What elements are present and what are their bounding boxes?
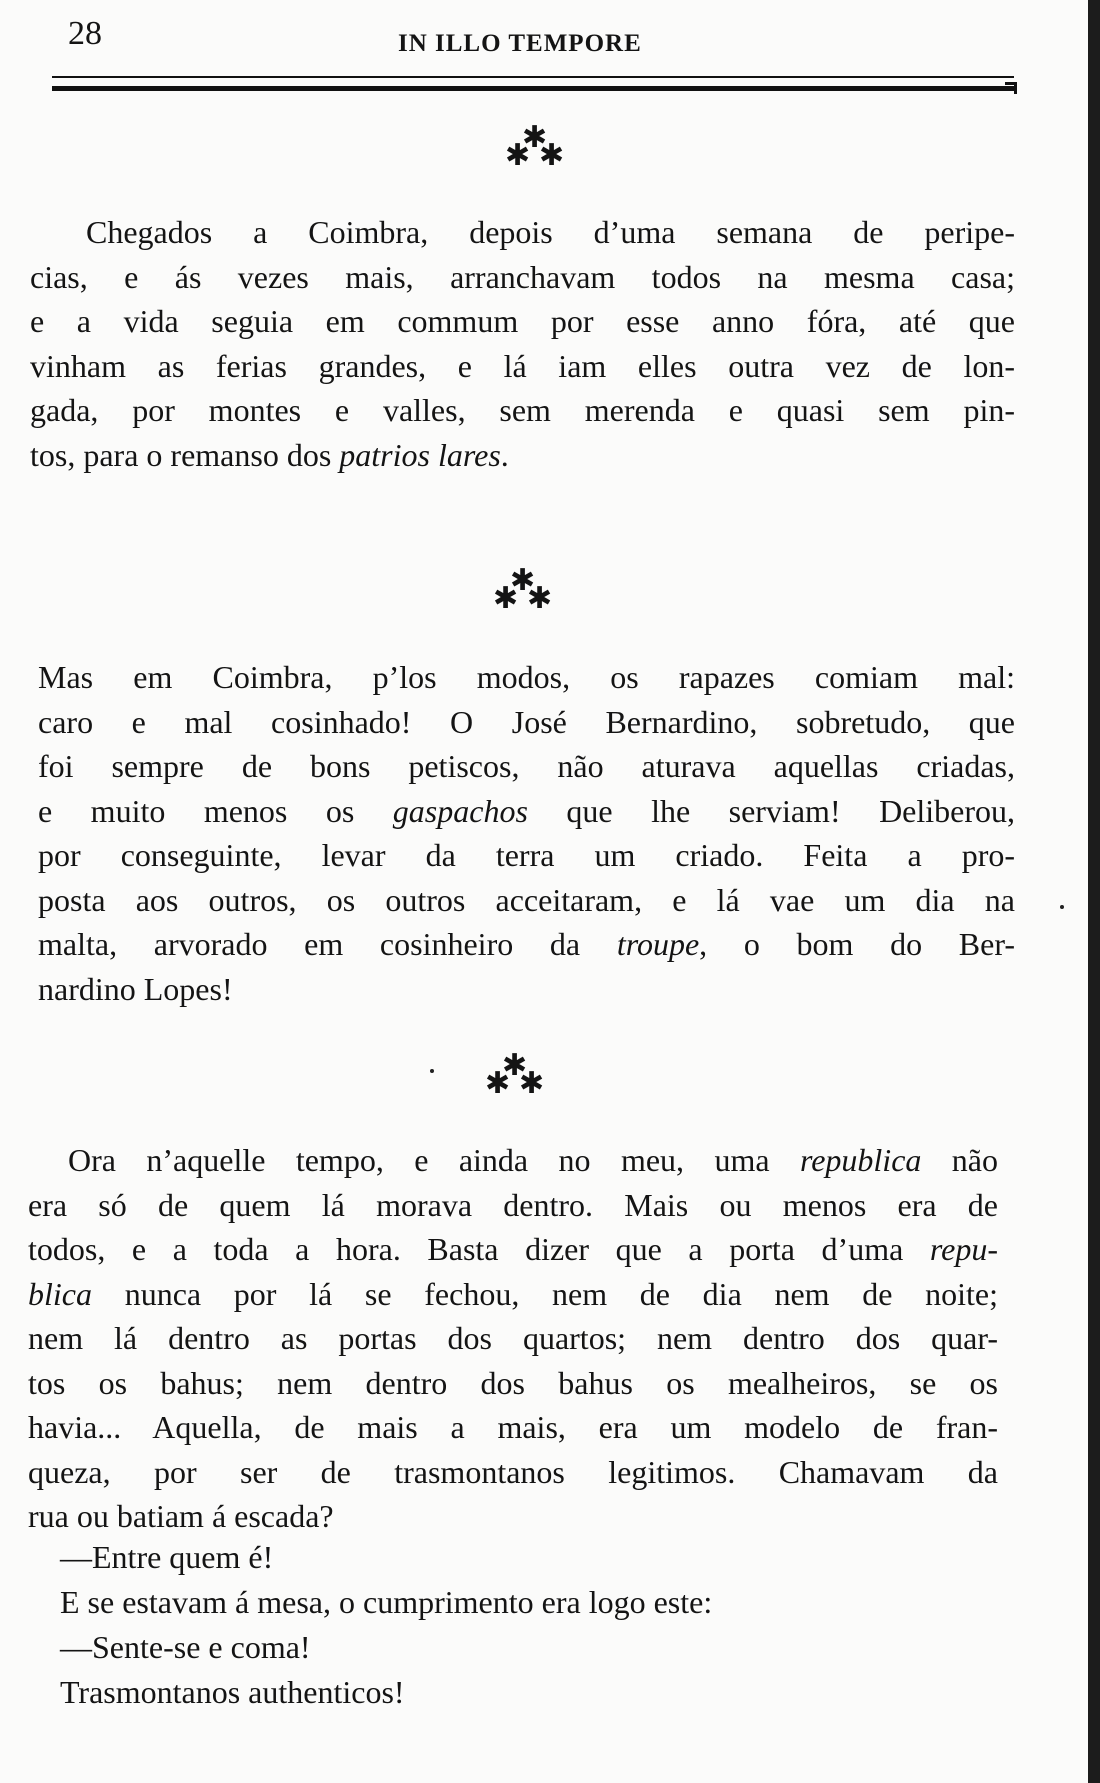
- paragraph-line: e muito menos os gaspachos que lhe serviam! Deliberou,: [38, 792, 1016, 829]
- paragraph-line: queza, por ser de trasmontanos legitimos. Chamavam da: [28, 1453, 998, 1490]
- dialogue-line: Trasmontanos authenticos!: [60, 1674, 405, 1710]
- paragraph-line: malta, arvorado em cosinheiro da troupe, o bom do Ber-: [38, 926, 1016, 962]
- italic-text: troupe: [616, 926, 700, 962]
- paragraph-line: era só de quem lá morava dentro. Mais ou menos era de: [28, 1186, 998, 1223]
- paragraph-line: Chegados a Coimbra, depois d’uma semana de peripe-: [86, 214, 1015, 250]
- dialogue-line: —Entre quem é!: [60, 1539, 274, 1575]
- header-rule-thin: [52, 76, 1014, 78]
- paragraph-line: foi sempre de bons petiscos, não aturava aquellas criadas,: [38, 748, 1015, 784]
- paragraph-line: caro e mal cosinhado! O José Bernardino, sobretudo, que: [38, 703, 1015, 740]
- paragraph-line: Mas em Coimbra, p’los modos, os rapazes comiam mal:: [38, 659, 1015, 695]
- italic-text: republica: [799, 1142, 922, 1178]
- paragraph-2: [38, 655, 1015, 1011]
- dialogue-line: E se estavam á mesa, o cumprimento era logo este:: [60, 1584, 713, 1620]
- ink-speck: [430, 1069, 434, 1073]
- header-rule-thick: [52, 86, 1014, 91]
- italic-text: blica: [28, 1275, 92, 1312]
- italic-text: gaspachos: [392, 792, 528, 829]
- italic-text: repu-: [929, 1231, 999, 1267]
- asterism-divider: ✱ ✱ ✱: [505, 121, 565, 172]
- paragraph-line: gada, por montes e valles, sem merenda e quasi sem pin-: [30, 392, 1015, 428]
- page-edge-shadow: [1088, 0, 1100, 1783]
- italic-text: patrios lares: [339, 436, 501, 473]
- paragraph-line: por conseguinte, levar da terra um criado. Feita a pro-: [38, 837, 1015, 873]
- ink-speck: [1060, 905, 1064, 909]
- paragraph-line: todos, e a toda a hora. Basta dizer que a porta d’uma repu-: [28, 1231, 999, 1267]
- dialogue-line: —Sente-se e coma!: [60, 1629, 311, 1665]
- page-number: 28: [68, 15, 102, 52]
- paragraph-1: [30, 210, 1015, 477]
- paragraph-line: e a vida seguia em commum por esse anno fóra, até que: [30, 303, 1015, 339]
- asterism-divider: ✱ ✱ ✱: [493, 564, 553, 615]
- paragraph-line: tos os bahus; nem dentro dos bahus os mealheiros, se os: [28, 1364, 998, 1401]
- paragraph-line: havia... Aquella, de mais a mais, era um modelo de fran-: [28, 1409, 998, 1445]
- paragraph-line: nem lá dentro as portas dos quartos; nem dentro dos quar-: [28, 1320, 998, 1356]
- asterism-divider: ✱ ✱ ✱: [485, 1049, 545, 1100]
- paragraph-line: vinham as ferias grandes, e lá iam elles outra vez de lon-: [30, 347, 1015, 384]
- paragraph-line: blica nunca por lá se fechou, nem de dia nem de noite;: [28, 1275, 999, 1312]
- paragraph-line: tos, para o remanso dos patrios lares.: [30, 436, 509, 473]
- running-title: IN ILLO TEMPORE: [398, 30, 642, 57]
- paragraph-line: Ora n’aquelle tempo, e ainda no meu, uma republica não: [68, 1142, 998, 1178]
- paragraph-line: nardino Lopes!: [38, 970, 233, 1007]
- header-rule-end: [1005, 82, 1017, 94]
- paragraph-3: [28, 1138, 998, 1539]
- paragraph-line: cias, e ás vezes mais, arranchavam todos na mesma casa;: [30, 258, 1015, 295]
- paragraph-line: posta aos outros, os outros acceitaram, e lá vae um dia na: [38, 881, 1015, 918]
- paragraph-line: rua ou batiam á escada?: [28, 1498, 334, 1534]
